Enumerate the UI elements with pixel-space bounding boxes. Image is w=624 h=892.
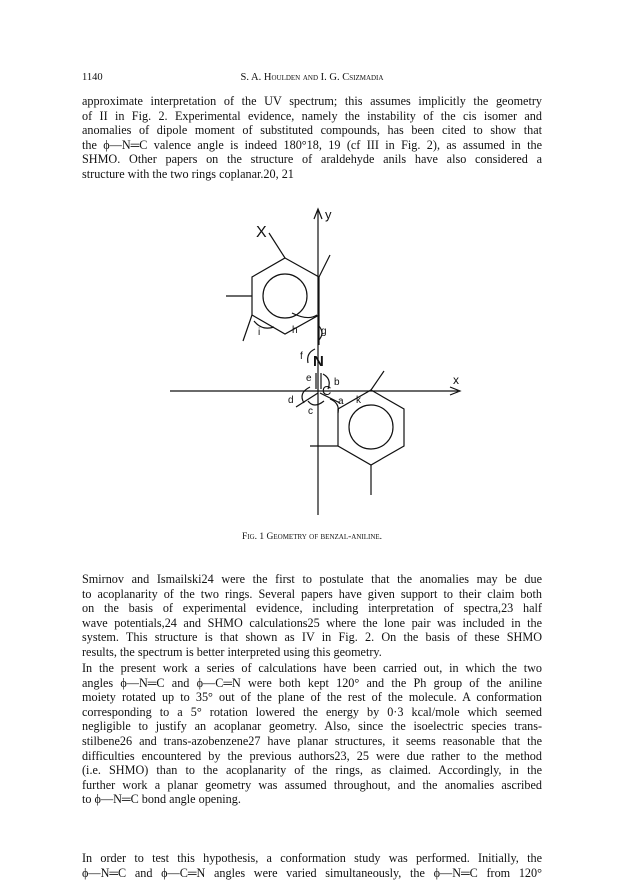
page-number: 1140 bbox=[82, 72, 103, 83]
text-line: negligible to justify an acoplanar geometry. Also, since the isoelectric species trans- bbox=[82, 719, 542, 734]
text-line: system. This structure is that shown as IV in Fig. 2. On the basis of these SHMO bbox=[82, 630, 542, 645]
figure-caption bbox=[82, 532, 542, 542]
page-header bbox=[82, 72, 542, 86]
angle-label-a: a bbox=[338, 396, 344, 407]
angle-label-b: b bbox=[334, 377, 340, 388]
upper-ring-bond-right bbox=[319, 255, 330, 277]
text-line: stilbene26 and trans-azobenzene27 have planar structures, it seems reasonable that the bbox=[82, 733, 542, 748]
paragraph-present-work bbox=[82, 661, 542, 807]
angle-label-k: k bbox=[356, 395, 361, 406]
x-substituent-bond bbox=[269, 233, 285, 258]
text-line: results, the spectrum is better interpreted using this geometry. bbox=[82, 644, 382, 659]
text-line: on the basis of experimental evidence, including interpretation of spectra,23 half bbox=[82, 601, 542, 616]
x-axis-label: x bbox=[453, 373, 459, 387]
angle-arc-h bbox=[292, 313, 317, 318]
text-line: corresponding to a 5° rotation lowered the energy by 0·3 kcal/mole which seemed bbox=[82, 704, 542, 719]
y-axis-label: y bbox=[325, 207, 332, 222]
text-line: difficulties encountered by the previous authors23, 25 were due rather to the method bbox=[82, 748, 542, 763]
lower-ring-bond-top bbox=[371, 371, 384, 390]
text-line: of II in Fig. 2. Experimental evidence, namely the instability of the cis isomer and bbox=[82, 108, 542, 123]
benzal-aniline-geometry-figure bbox=[170, 203, 470, 523]
text-line: approximate interpretation of the UV spectrum; this assumes implicitly the geometry bbox=[82, 94, 542, 108]
text-line: further work a planar geometry was assumed throughout, and the anomalies ascribed bbox=[82, 777, 542, 792]
upper-benzene-ring bbox=[252, 258, 319, 334]
text-line: ϕ—N═C and ϕ—C═N angles were varied simultaneously, the ϕ—N═C from 120° bbox=[82, 865, 542, 880]
text-line: the ϕ—N═C valence angle is indeed 180°18, 19 (cf III in Fig. 2), as assumed in the bbox=[82, 137, 542, 152]
paragraph-conformation-study bbox=[82, 851, 542, 880]
text-line: Smirnov and Ismailski24 were the first to postulate that the anomalies may be due bbox=[82, 572, 542, 586]
running-head: S. A. Houlden and I. G. Csizmadia bbox=[240, 72, 384, 83]
text-line: anomalies of dipole moment of substituted compounds, has been cited to show that bbox=[82, 123, 542, 138]
text-line: In the present work a series of calculations have been carried out, in which the two bbox=[82, 661, 542, 675]
text-line: to ϕ—N═C bond angle opening. bbox=[82, 792, 241, 807]
angle-label-i: i bbox=[258, 327, 261, 338]
text-line: to acoplanarity of the two rings. Several papers have given support to their claim both bbox=[82, 586, 542, 601]
substituent-x-label: X bbox=[256, 224, 267, 241]
text-line: moiety rotated up to 35° out of the plane of the rest of the molecule. A conformation bbox=[82, 690, 542, 705]
text-line: (i.e. SHMO) than to the acoplanarity of the rings, as claimed. Accordingly, in the bbox=[82, 763, 542, 778]
angle-arc-c bbox=[308, 401, 324, 405]
text-line: wave potentials,24 and SHMO calculations25 where the lone pair was included in the bbox=[82, 615, 542, 630]
text-line: In order to test this hypothesis, a conformation study was performed. Initially, the bbox=[82, 851, 542, 865]
angle-label-h: h bbox=[292, 325, 298, 336]
angle-label-e: e bbox=[306, 373, 312, 384]
text-line: angles ϕ—N═C and ϕ—C═N were both kept 120° and the Ph group of the aniline bbox=[82, 675, 542, 690]
paragraph-acoplanarity bbox=[82, 572, 542, 660]
angle-label-f: f bbox=[300, 351, 303, 362]
nitrogen-atom-label: N bbox=[313, 353, 324, 370]
angle-label-g: g bbox=[321, 326, 327, 337]
text-line: structure with the two rings coplanar.20, 21 bbox=[82, 166, 294, 181]
text-line: SHMO. Other papers on the structure of araldehyde anils have also considered a bbox=[82, 152, 542, 167]
upper-ring-aromatic-circle bbox=[263, 274, 307, 318]
lower-ring-aromatic-circle bbox=[349, 405, 393, 449]
figure-caption-text: Fig. 1 Geometry of benzal-aniline. bbox=[241, 532, 383, 542]
paragraph-uv-spectrum bbox=[82, 94, 542, 182]
angle-label-c: c bbox=[308, 406, 313, 417]
lower-benzene-ring bbox=[338, 390, 404, 465]
upper-ring-bond-lower-left bbox=[243, 315, 252, 341]
angle-label-d: d bbox=[288, 395, 294, 406]
carbon-atom-label: C bbox=[322, 383, 332, 398]
